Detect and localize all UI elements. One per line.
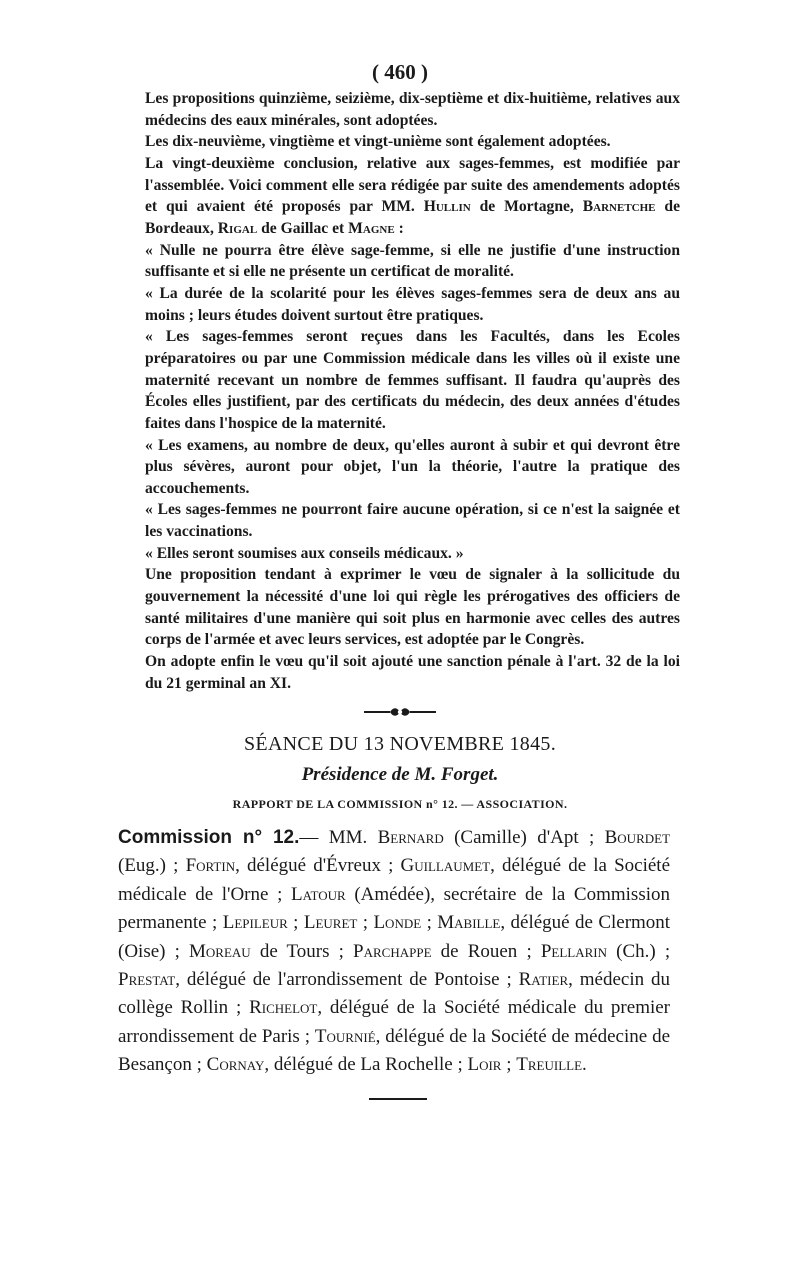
conclusion-22-text: La vingt-deuxième conclusion, relative aux sages-femmes, est modifiée par l'assemblée. Voici comment elle sera rédigée par suite des amendements adoptés et qui avaient été proposés par MM. [145, 154, 680, 216]
member-separator: ; [362, 912, 369, 934]
member-detail: , médecin du collège Rollin [118, 969, 671, 1019]
member-name: Fortin [185, 855, 236, 877]
member-separator: ; [174, 940, 180, 962]
name-magne: Magne [348, 219, 395, 237]
member-name: Tournié [314, 1025, 376, 1047]
member-detail: (Eug.) [118, 855, 167, 877]
member-detail: de Tours [259, 940, 330, 962]
member-separator: . [582, 1054, 587, 1076]
quote-reception: « Les sages-femmes seront reçues dans les Facultés, dans les Ecoles préparatoires ou par une Commission médicale dans les villes où il existe une maternité recevant un nombre de femmes suffisant. Il faudra qu'auprès des Écoles elles justifient, par des certificats du médecin, des deux années d'études faites dans l'hospice de la maternité. [145, 328, 680, 432]
paragraph-propositions-15-18: Les propositions quinzième, seizième, dix-septième et dix-huitième, relatives aux médecins des eaux minérales, sont adoptées. [145, 90, 680, 129]
member-detail: , délégué de la Société médicale du premier arrondissement de Paris [118, 997, 671, 1047]
member-name: Treuille [516, 1054, 583, 1076]
member-name: Bernard [377, 827, 444, 848]
member-name: Leuret [303, 912, 358, 934]
page-number: ( 460 ) [372, 60, 428, 84]
commission-member [118, 969, 512, 990]
member-separator: ; [664, 940, 671, 962]
paragraph-officiers-sante: Une proposition tendant à exprimer le vœu de signaler à la sollicitude du gouvernement la nécessité d'une loi qui règle les prérogatives des officiers de santé militaires d'une manière qui soit plus en harmonie avec celles des autres corps de l'armée et avec leurs services, est adoptée par le Congrès. [145, 566, 680, 649]
quote-examens: « Les examens, au nombre de deux, qu'elles auront à subir et qui devront être plus sévères, auront pour objet, l'un la théorie, l'autre la pratique des accouchements. [145, 436, 680, 497]
commission-members [118, 824, 670, 1080]
commission-member [304, 912, 368, 933]
member-name: Parchappe [353, 940, 432, 962]
commission-member [373, 912, 431, 933]
end-rule [369, 1098, 427, 1100]
commission-member [186, 855, 394, 876]
member-detail: , délégué de l'arrondissement de Pontoise [175, 969, 500, 991]
member-detail: (Amédée), secrétaire de la Commission permanente [118, 883, 671, 934]
quote-admission: « Nulle ne pourra être élève sage-femme, si elle ne justifie d'une instruction suffisante et si elle ne présente un certificat de moralité. [145, 241, 680, 281]
member-name: Londe [373, 912, 422, 934]
member-name: Moreau [189, 940, 251, 962]
member-name: Richelot [249, 997, 318, 1019]
name-rigal: Rigal [217, 219, 258, 237]
member-separator: ; [212, 912, 218, 934]
member-detail: (Ch.) [616, 940, 656, 962]
members-list [118, 827, 670, 1075]
member-separator: ; [173, 855, 179, 877]
member-detail: (Camille) d'Apt [454, 827, 579, 848]
paragraph-sanction-penale: On adopte enfin le vœu qu'il soit ajouté une sanction pénale à l'art. 32 de la loi du 21 germinal an XI. [145, 653, 680, 692]
commission-member [353, 941, 532, 962]
name-hullin: Hullin [423, 198, 471, 216]
member-detail: de Rouen [440, 940, 518, 962]
member-separator: ; [196, 1054, 202, 1076]
commission-member [223, 912, 299, 933]
member-name: Cornay [206, 1054, 265, 1076]
member-name: Ratier [518, 969, 569, 991]
commission-intro: — MM. [299, 827, 368, 848]
member-separator: ; [457, 1054, 463, 1076]
commission-member [467, 1054, 511, 1075]
paragraph-propositions-19-21: Les dix-neuvième, vingtième et vingt-unième sont également adoptées. [145, 133, 611, 151]
member-separator: ; [589, 827, 595, 848]
quote-conseils: « Elles seront soumises aux conseils médicaux. » [145, 544, 464, 562]
member-detail: , délégué d'Évreux [235, 855, 381, 877]
member-separator: ; [506, 1054, 512, 1076]
magne-suffix: : [398, 219, 404, 237]
barnetche-place: de Bordeaux, [145, 198, 680, 237]
commission-member [541, 941, 670, 962]
rigal-place: de Gaillac et [261, 219, 345, 237]
member-name: Prestat [118, 969, 176, 991]
member-separator: ; [338, 940, 344, 962]
member-name: Pellarin [540, 940, 608, 962]
member-name: Latour [290, 883, 346, 905]
member-name: Mabille [437, 912, 501, 934]
member-separator: ; [506, 969, 512, 991]
quote-scolarite: « La durée de la scolarité pour les élèves sages-femmes sera de deux ans au moins ; leurs études doivent surtout être pratiques. [145, 284, 680, 324]
quote-operations: « Les sages-femmes ne pourront faire aucune opération, si ce n'est la saignée et les vaccinations. [145, 501, 680, 541]
member-name: Lepileur [222, 912, 288, 934]
section-title: SÉANCE DU 13 NOVEMBRE 1845. [244, 733, 556, 755]
paragraph-conclusion-22 [145, 153, 680, 240]
member-detail: , délégué de la Société médicale de l'Orne [118, 855, 671, 905]
member-name: Bourdet [604, 827, 671, 848]
member-separator: ; [304, 1025, 311, 1047]
commission-member [189, 941, 344, 962]
member-separator: ; [526, 940, 532, 962]
commission-member [516, 1054, 587, 1075]
report-heading: RAPPORT DE LA COMMISSION n° 12. — ASSOCIATION. [232, 797, 568, 811]
member-detail: , délégué de la Société de médecine de Besançon [118, 1025, 671, 1076]
commission-member [207, 1054, 463, 1075]
member-detail: , délégué de Clermont (Oise) [118, 912, 671, 962]
member-name: Loir [467, 1054, 502, 1076]
name-barnetche: Barnetche [582, 198, 656, 216]
commission-lead: Commission n° 12. [118, 827, 300, 848]
member-separator: ; [426, 912, 432, 934]
commission-member [378, 827, 595, 848]
section-ornament [360, 700, 440, 724]
presidence-line: Présidence de M. Forget. [301, 764, 499, 785]
member-detail: , délégué de La Rochelle [264, 1054, 453, 1076]
member-separator: ; [277, 883, 283, 905]
member-name: Guillaumet [400, 855, 491, 877]
member-separator: ; [235, 997, 242, 1019]
member-separator: ; [388, 855, 394, 877]
body-text [145, 88, 680, 694]
member-separator: ; [293, 912, 299, 934]
hullin-place: de Mortagne, [479, 198, 574, 216]
